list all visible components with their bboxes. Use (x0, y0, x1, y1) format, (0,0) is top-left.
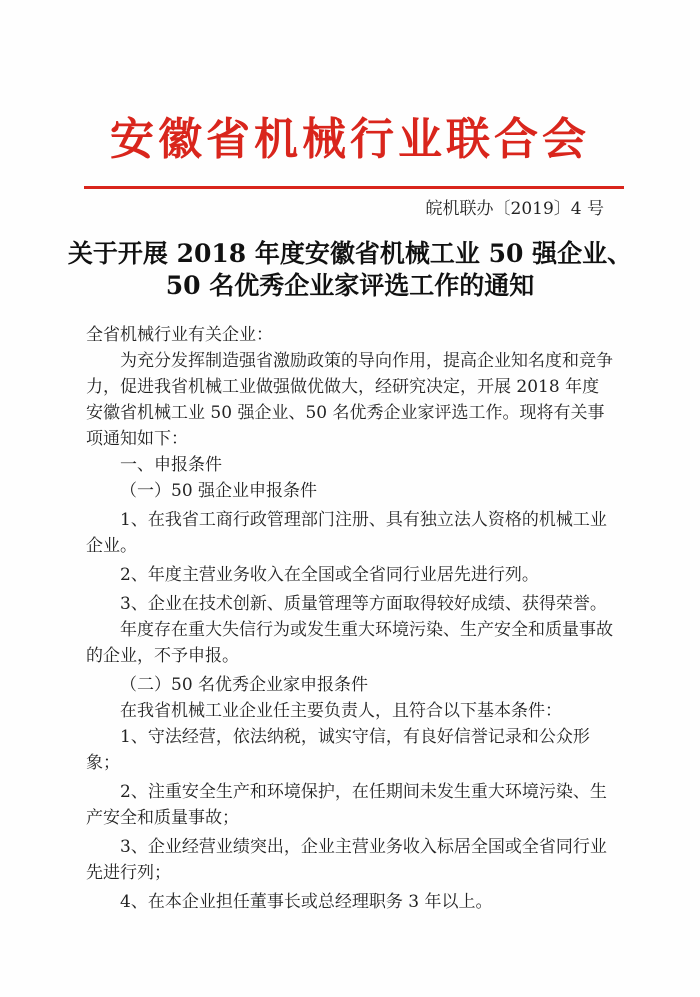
section-1-heading: 一、申报条件 (120, 455, 222, 475)
notice-title-line-2: 50 名优秀企业家评选工作的通知 (165, 271, 535, 300)
subsection-2-intro: 在我省机械工业企业任主要负责人，且符合以下基本条件： (120, 701, 562, 721)
subsection-2-item-3: 3、企业经营业绩突出，企业主营业务收入标居全国或全省同行业先进行列； (86, 837, 607, 883)
subsection-1-item-1: 1、在我省工商行政管理部门注册、具有独立法人资格的机械工业企业。 (86, 510, 607, 556)
subsection-2-heading: （二）50 名优秀企业家申报条件 (120, 675, 369, 695)
subsection-1-heading: （一）50 强企业申报条件 (120, 481, 318, 501)
subsection-1-item-3: 3、企业在技术创新、质量管理等方面取得较好成绩、获得荣誉。 (120, 594, 607, 614)
intro-paragraph: 为充分发挥制造强省激励政策的导向作用，提高企业知名度和竞争力，促进我省机械工业做强做优做大，经研究决定，开展 2018 年度安徽省机械工业 50 强企业、50 名优秀企业家评选工作。现将有关事项通知如下： (86, 351, 613, 449)
subsection-1-note: 年度存在重大失信行为或发生重大环境污染、生产安全和质量事故的企业，不予申报。 (86, 620, 613, 666)
subsection-2-item-1: 1、守法经营，依法纳税，诚实守信，有良好信誉记录和公众形象； (86, 727, 590, 773)
subsection-2-item-2: 2、注重安全生产和环境保护，在任期间未发生重大环境污染、生产安全和质量事故； (86, 782, 607, 828)
salutation: 全省机械行业有关企业： (86, 325, 273, 345)
letterhead-red-rule (84, 186, 624, 189)
notice-title (40, 238, 660, 302)
document-number: 皖机联办〔2019〕4 号 (425, 199, 604, 219)
notice-body (86, 322, 614, 915)
subsection-2-item-4: 4、在本企业担任董事长或总经理职务 3 年以上。 (120, 892, 493, 912)
org-letterhead-title: 安徽省机械行业联合会 (110, 114, 590, 165)
subsection-1-item-2: 2、年度主营业务收入在全国或全省同行业居先进行列。 (120, 565, 539, 585)
notice-title-line-1: 关于开展 2018 年度安徽省机械工业 50 强企业、 (67, 239, 633, 268)
